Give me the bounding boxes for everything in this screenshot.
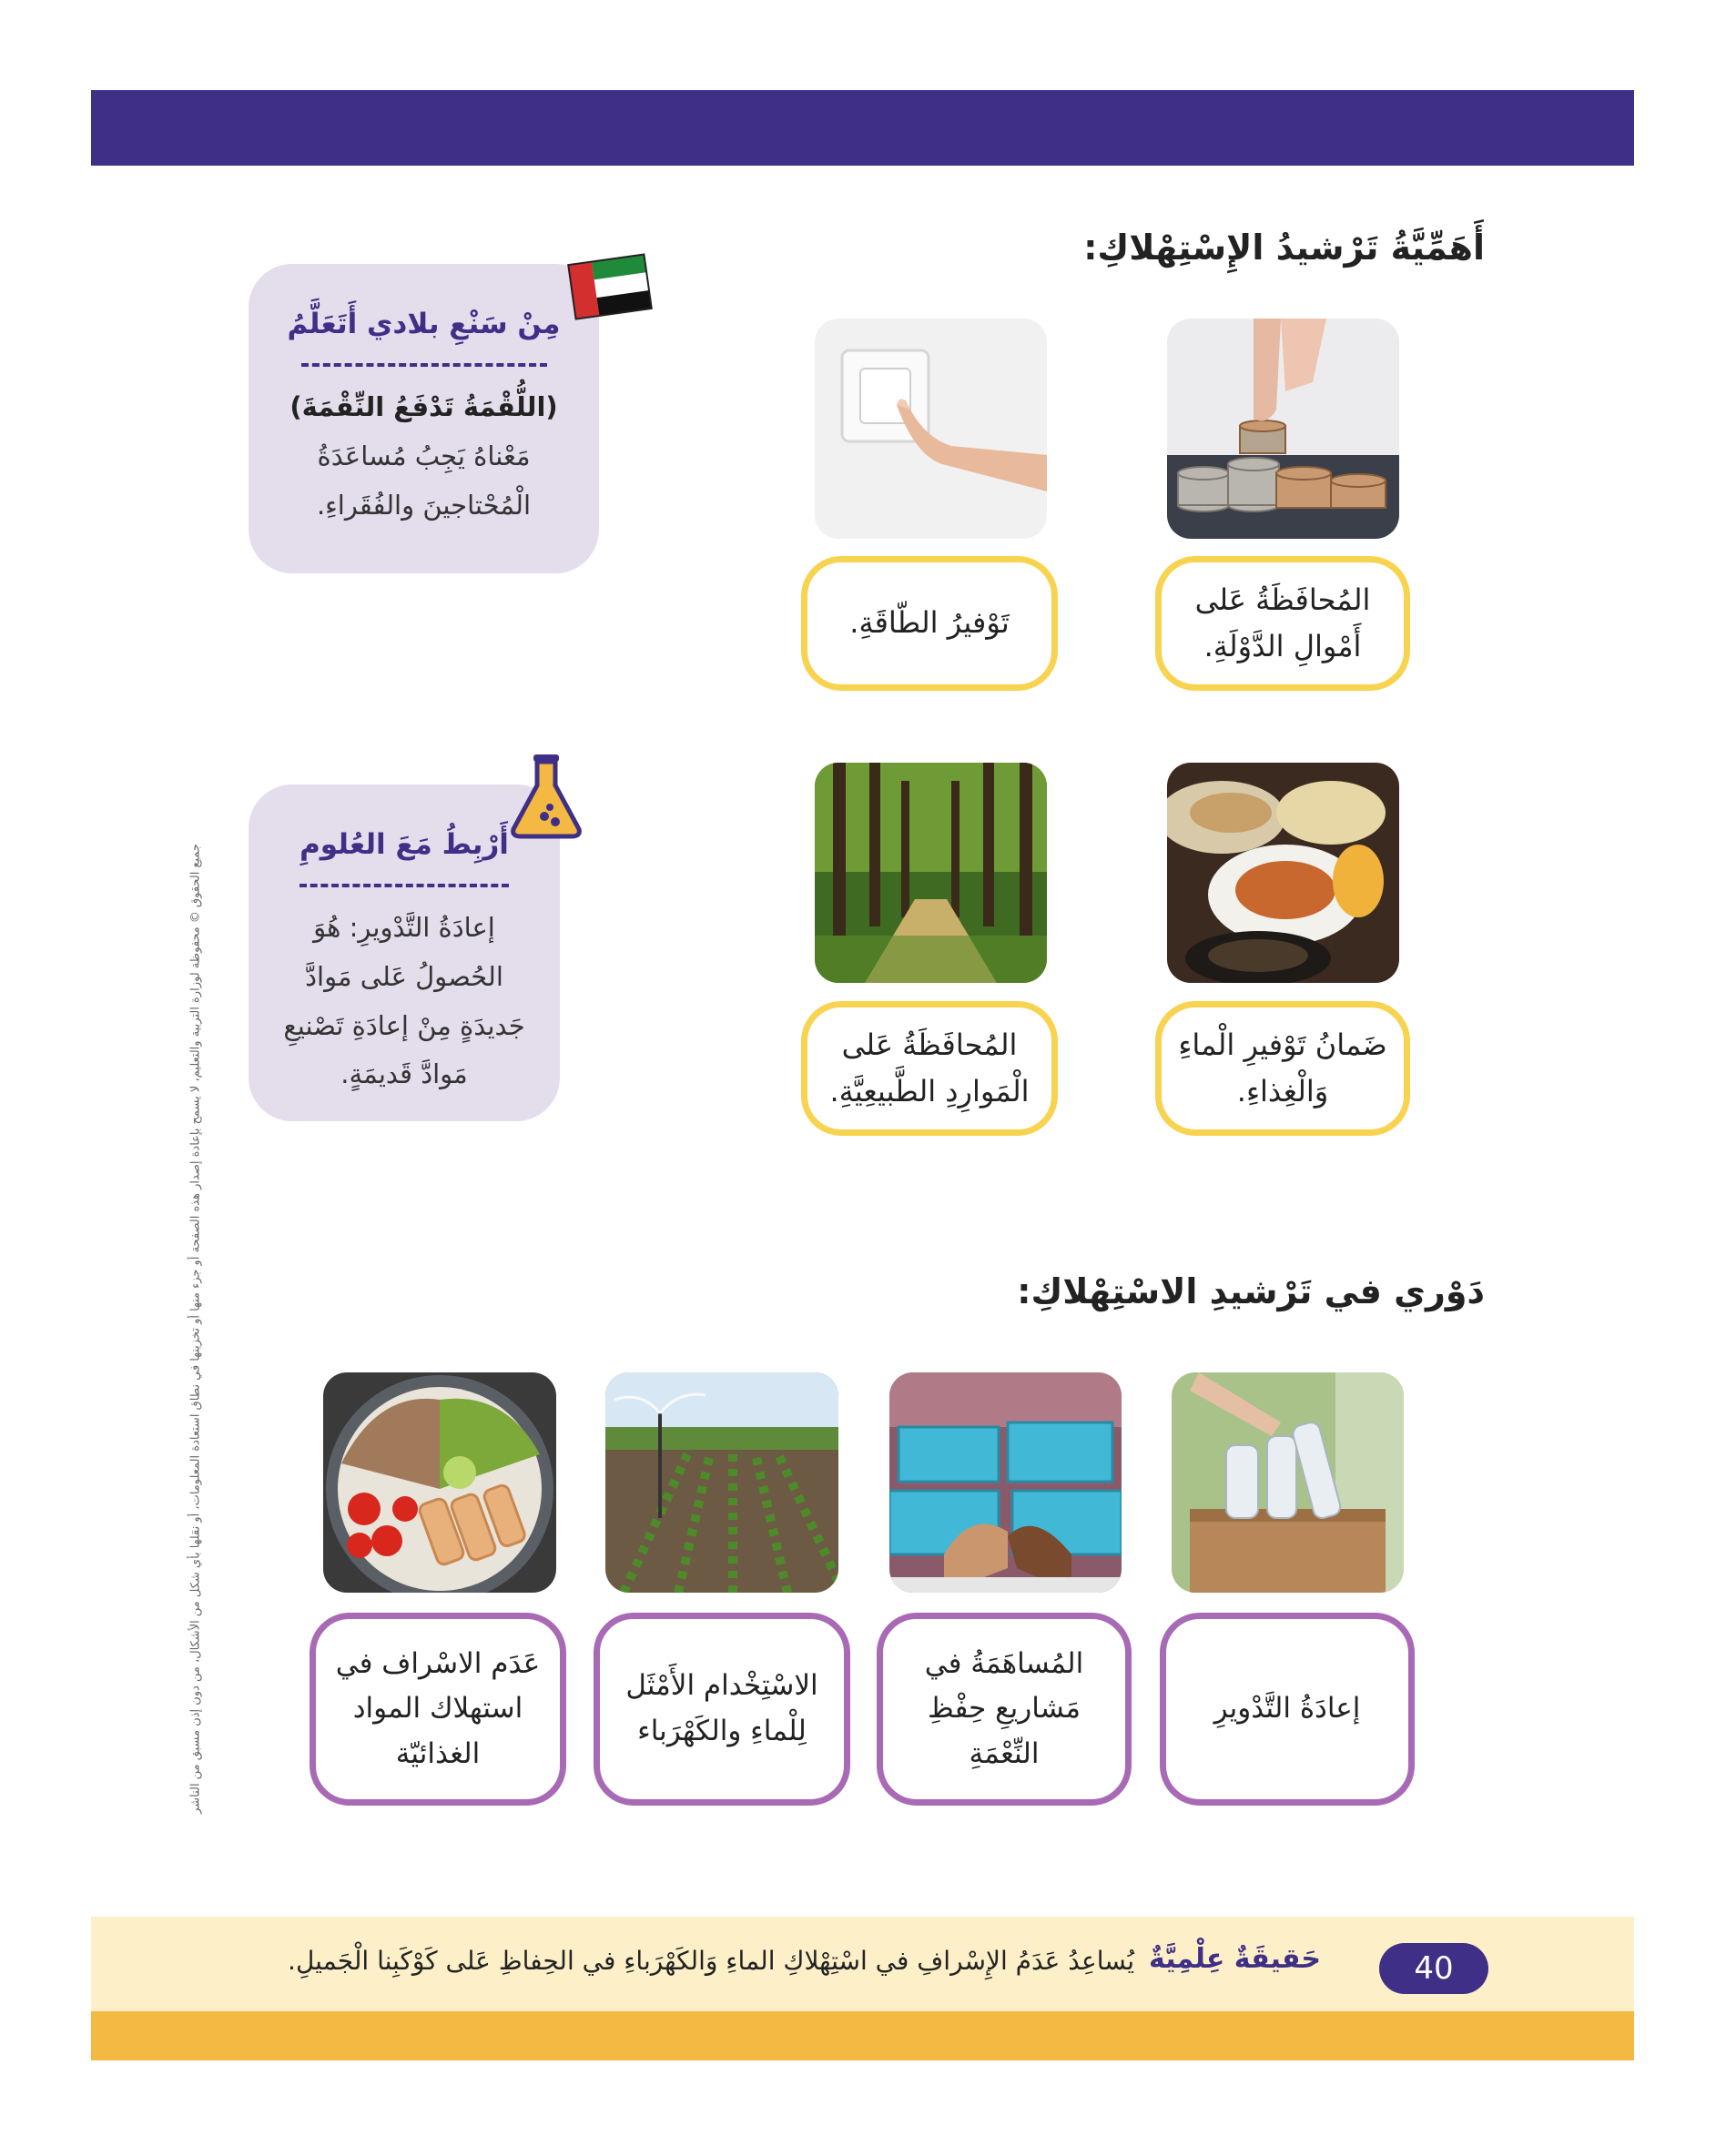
footer-bar (91, 2011, 1634, 2060)
photo-healthy-plate (323, 1372, 556, 1593)
caption-natural-resources: المُحافَظَةُ عَلى الْمَوارِدِ الطَّبيعِيَّةِ. (801, 1001, 1058, 1136)
box-heritage-meaning: مَعْناهُ يَجِبُ مُساعَدَةُ الْمُحْتاجينَ والفُقَراءِ. (316, 440, 532, 521)
box-heritage (249, 264, 599, 573)
healthy-plate-icon (323, 1372, 556, 1593)
top-banner (91, 90, 1634, 166)
coins-stack-icon (1167, 319, 1399, 539)
box-science-title: أَرْبِطُ مَعَ العُلومِ (300, 828, 509, 861)
caption-save-energy: تَوْفيرُ الطّاقَةِ. (801, 556, 1058, 691)
food-plates-icon (1167, 763, 1399, 983)
irrigation-field-icon (605, 1372, 838, 1593)
copyright-vertical: جميع الحقوق © محفوظة لوزارة التربية والتعليم، لا يسمح بإعادة إصدار هذه الصفحة أو جزء منها أو تخزينها في نطاق استعادة المعلومات، أو نقلها بأي شكل من الأشكال، من دون إذن مسبق من الناشر (188, 844, 203, 1814)
fact-title: حَقيقَةٌ عِلْمِيَّةٌ (1149, 1943, 1321, 1975)
box-heritage-divider (301, 363, 547, 367)
photo-light-switch (815, 319, 1047, 539)
fact-text: يُساعِدُ عَدَمُ الإِسْرافِ في اسْتِهْلاكِ الماءِ وَالكَهْرَباءِ في الحِفاظِ عَلى كَوْكَبِنا الْجَميلِ. (288, 1946, 1134, 1976)
box-heritage-title: مِنْ سَنْعِ بلادي أَتَعَلَّمُ (287, 308, 561, 340)
caption-state-money: المُحافَظَةُ عَلى أَمْوالِ الدَّوْلَةِ. (1155, 556, 1410, 691)
photo-coins (1167, 319, 1399, 539)
photo-recycling (1172, 1372, 1404, 1593)
page-number: 40 (1379, 1943, 1488, 1994)
box-science-text: إعادَةُ التَّدْويرِ: هُوَ الحُصولُ عَلى مَوادَّ جَديدَةٍ مِنْ إعادَةِ تَصْنيعِ مَوادَّ قَديمَةٍ. (283, 912, 525, 1090)
photo-donation (889, 1372, 1122, 1593)
photo-forest (815, 763, 1047, 983)
box-heritage-proverb: (اللُّقْمَةُ تَدْفَعُ النِّقْمَةَ) (289, 391, 558, 423)
section-heading-my-role: دَوْري في تَرْشيدِ الاسْتِهْلاكِ: (1017, 1271, 1485, 1311)
section-heading-importance: أَهَمِّيَّةُ تَرْشيدُ الإِسْتِهْلاكِ: (1083, 228, 1485, 268)
recycling-bottles-icon (1172, 1372, 1404, 1593)
donation-boxes-icon (889, 1372, 1122, 1593)
caption-donation-projects: المُساهَمَةُ في مَشاريعِ حِفْظِ النِّعْمَةِ (877, 1613, 1132, 1806)
light-switch-icon (815, 319, 1047, 539)
caption-no-waste-food: عَدَم الاسْراف في استهلاك المواد الغذائيّة (310, 1613, 566, 1806)
caption-water-food: ضَمانُ تَوْفيرِ الْماءِ وَالْغِذاءِ. (1155, 1001, 1410, 1136)
photo-irrigation (605, 1372, 838, 1593)
photo-food (1167, 763, 1399, 983)
caption-optimal-use: الاسْتِخْدام الأَمْثَل لِلْماءِ والكَهْرَباء (594, 1613, 850, 1806)
forest-path-icon (815, 763, 1047, 983)
caption-recycling: إعادَةُ التَّدْويرِ (1160, 1613, 1415, 1806)
flask-icon (508, 751, 584, 840)
box-science-divider (300, 884, 509, 887)
uae-flag-icon (564, 250, 655, 323)
